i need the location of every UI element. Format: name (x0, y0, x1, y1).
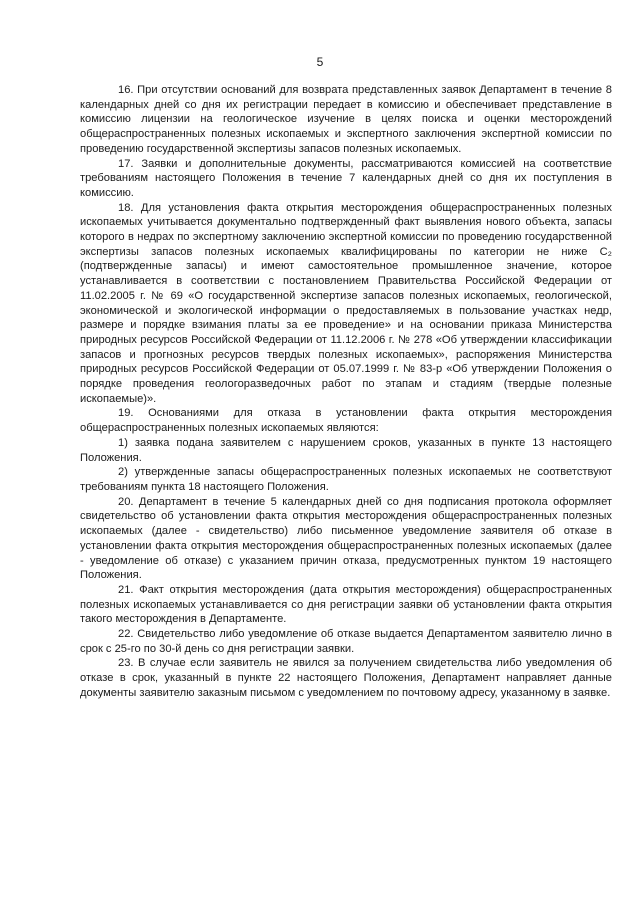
paragraph-16: 16. При отсутствии оснований для возврата представленных заявок Департамент в течение 8 календарных дней со дня их регистрации передает в комиссию и обеспечивает представление в комиссию лицензии на геологическое изучение в целях поиска и оценки месторождений общераспространенных полезных ископаемых и экспертного заключения экспертной комиссии по проведению государственной экспертизы запасов полезных ископаемых. (80, 84, 612, 155)
page-number: 5 (316, 55, 324, 69)
paragraph-19-item-2: 2) утвержденные запасы общераспространенных полезных ископаемых не соответствуют требованиям пункта 18 настоящего Положения. (80, 466, 612, 493)
paragraph-20: 20. Департамент в течение 5 календарных дней со дня подписания протокола оформляет свидетельство об установлении факта открытия месторождения общераспространенных полезных ископаемых (далее - свидетельство) либо письменное уведомление заявителя об отказе в установлении факта открытия месторождения общераспространенных полезных ископаемых (далее - уведомление об отказе) с указанием причин отказа, предусмотренных пунктом 19 настоящего Положения. (80, 495, 612, 582)
paragraph-19: 19. Основаниями для отказа в установлении факта открытия месторождения общераспространенных полезных ископаемых являются: (80, 407, 612, 435)
document-body (80, 83, 612, 701)
paragraph-19-item-1: 1) заявка подана заявителем с нарушением сроков, указанных в пункте 13 настоящего Положения. (80, 436, 612, 464)
paragraph-22: 22. Свидетельство либо уведомление об отказе выдается Департаментом заявителю лично в срок с 25-го по 30-й день со дня регистрации заявки. (80, 628, 612, 655)
paragraph-17: 17. Заявки и дополнительные документы, рассматриваются комиссией на соответствие требованиям настоящего Положения в течение 7 календарных дней со дня их поступления в комиссию. (80, 157, 612, 199)
paragraph-21: 21. Факт открытия месторождения (дата открытия месторождения) общераспространенных полезных ископаемых устанавливается со дня регистрации заявки об установлении факта открытия такого месторождения в Департаменте. (80, 583, 612, 626)
paragraph-23: 23. В случае если заявитель не явился за получением свидетельства либо уведомления об отказе в срок, указанный в пункте 22 настоящего Положения, Департамент направляет данные документы заявителю заказным письмом с уведомлением по почтовому адресу, указанному в заявке. (80, 657, 612, 699)
paragraph-18: 18. Для установления факта открытия месторождения общераспространенных полезных ископаемых учитывается документально подтвержденный факт выявления нового объекта, запасы которого в недрах по экспертному заключению экспертной комиссии по проведению государственной экспертизы запасов полезных ископаемых квалифицированы по категории не ниже C₂ (подтвержденные запасы) и имеют самостоятельное промышленное значение, которое устанавливается в соответствии с постановлением Правительства Российской Федерации от 11.02.2005 г. № 69 «О государственной экспертизе запасов полезных ископаемых, геологической, экономической и экологической информации о предоставляемых в пользование участках недр, размере и порядке взимания платы за ее проведение» и на основании приказа Министерства природных ресурсов Российской Федерации от 11.12.2006 г. № 278 «Об утверждении классификации запасов и прогнозных ресурсов твердых полезных ископаемых», распоряжения Министерства природных ресурсов Российской Федерации от 05.07.1999 г. № 83-р «Об утверждении Положения о порядке проведения геологоразведочных работ по этапам и стадиям (твердые полезные ископаемые)». (80, 201, 612, 405)
